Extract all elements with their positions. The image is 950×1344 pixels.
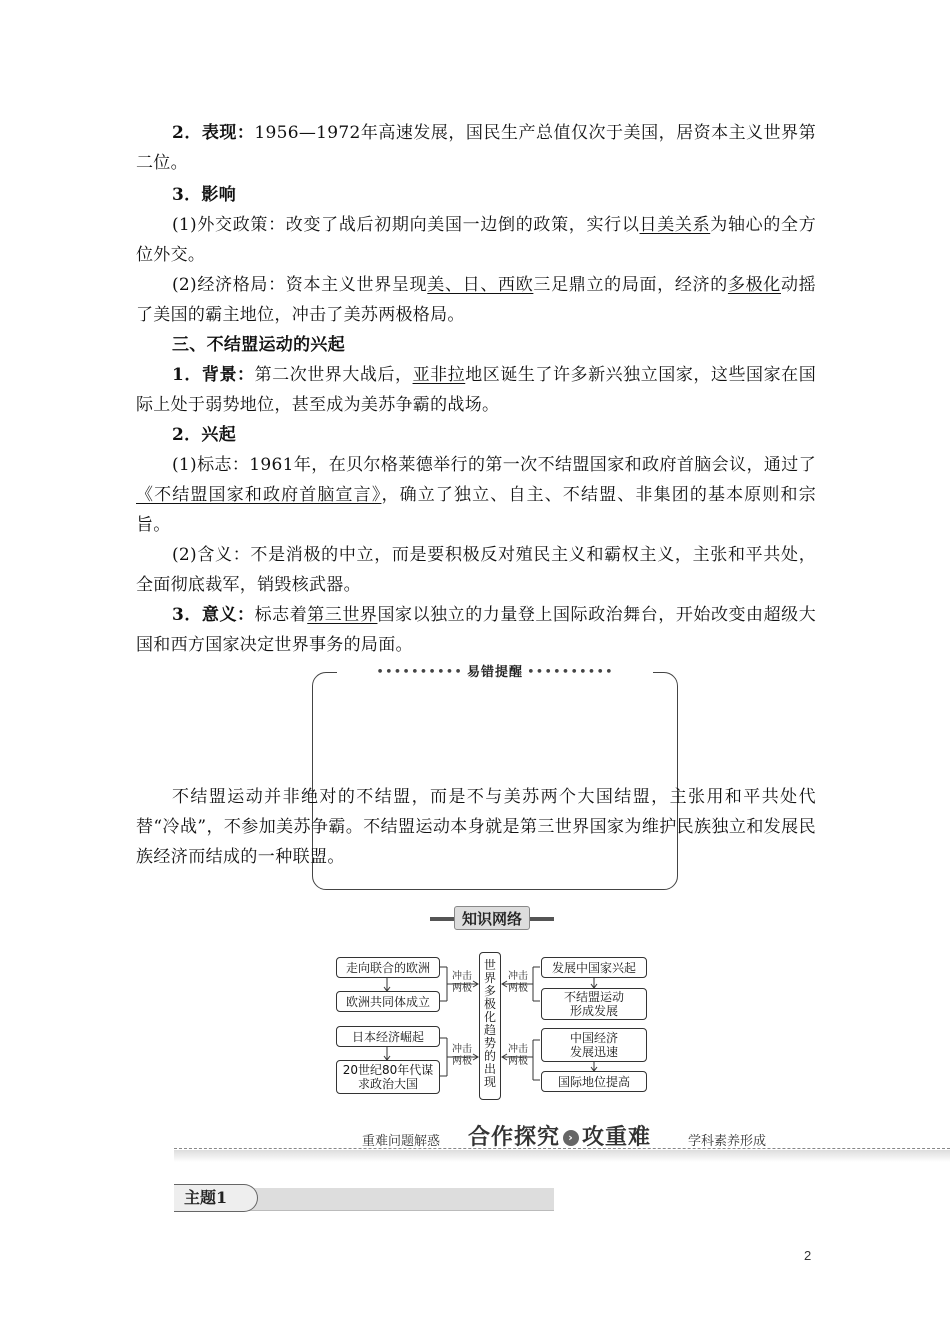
text-post: 为轴心的全方位外交。 <box>136 215 816 265</box>
box-nam-formed <box>541 988 647 1020</box>
label-impact-bottom-right <box>505 1044 531 1068</box>
text-pre: (1)标志：1961年，在贝尔格莱德举行的第一次不结盟国家和政府首脑会议，通过了 <box>172 455 816 475</box>
box-japan-politics: 20世纪80年代谋求政治大国 <box>336 1060 440 1094</box>
label-impact: 冲击 <box>508 971 528 982</box>
char: 极 <box>483 997 496 1011</box>
banner-shade <box>174 1150 950 1162</box>
dots-right: •••••••••• <box>527 665 614 680</box>
label-bipolar: 两极 <box>452 983 472 994</box>
box-text: 中国经济发展迅速 <box>569 1031 618 1059</box>
char: 多 <box>483 984 496 998</box>
underlined-term: 美、日、西欧 <box>427 275 534 295</box>
label-impact: 冲击 <box>452 1044 472 1055</box>
banner-left-text: 重难问题解惑 <box>362 1134 441 1149</box>
lead: 3．影响 <box>172 185 237 205</box>
underlined-term: 《不结盟国家和政府首脑宣言》 <box>136 485 382 505</box>
box-ec-founded: 欧洲共同体成立 <box>336 991 440 1012</box>
label-bipolar: 两极 <box>452 1056 472 1067</box>
banner-right-text: 学科素养形成 <box>688 1134 767 1149</box>
text-post: 动摇了美国的霸主地位，冲击了美苏两极格局。 <box>136 275 816 325</box>
text-post: 国家以独立的力量登上国际政治舞台，开始改变由超级大国和西方国家决定世界事务的局面。 <box>136 605 816 655</box>
page-number: 2 <box>804 1248 812 1263</box>
knowledge-network-title: 知识网络 <box>454 906 530 930</box>
text-pre: 标志着 <box>254 605 308 625</box>
box-status-rise: 国际地位提高 <box>541 1071 647 1092</box>
char: 趋 <box>483 1023 496 1037</box>
char: 的 <box>483 1049 496 1063</box>
underlined-term: 亚非拉 <box>412 365 466 385</box>
box-europe-union: 走向联合的欧洲 <box>336 957 440 978</box>
box-japan-rise: 日本经济崛起 <box>336 1026 440 1047</box>
char: 现 <box>483 1075 496 1089</box>
banner-title-a: 合作探究 <box>468 1125 561 1150</box>
text-mid: 三足鼎立的局面，经济的 <box>533 275 728 295</box>
char: 世 <box>483 958 496 972</box>
theme-label: 主题1 <box>174 1184 258 1212</box>
lead: 3．意义： <box>172 605 255 625</box>
char: 化 <box>483 1010 496 1024</box>
char: 势 <box>483 1036 496 1050</box>
box-text: 不结盟运动形成发展 <box>563 990 624 1018</box>
lead: 1．背景： <box>172 365 255 385</box>
char: 界 <box>483 971 496 985</box>
text-pre: (2)经济格局：资本主义世界呈现 <box>172 275 428 295</box>
lead: 2．表现： <box>172 123 255 143</box>
box-multipolar-trend <box>479 952 501 1100</box>
underlined-term: 日美关系 <box>639 215 711 235</box>
box-developing-rise: 发展中国家兴起 <box>541 957 647 978</box>
text-pre: 第二次世界大战后， <box>254 365 413 385</box>
underlined-term: 多极化 <box>727 275 781 295</box>
box-china-econ <box>541 1028 647 1062</box>
text: (2)含义：不是消极的中立，而是要积极反对殖民主义和霸权主义，主张和平共处，全面彻底裁军，销毁核武器。 <box>136 545 816 595</box>
label-impact: 冲击 <box>508 1044 528 1055</box>
text: 1956—1972年高速发展，国民生产总值仅次于美国，居资本主义世界第二位。 <box>136 123 816 173</box>
label-bipolar: 两极 <box>508 1056 528 1067</box>
text-pre: (1)外交政策：改变了战后初期向美国一边倒的政策，实行以 <box>172 215 640 235</box>
text-post: ，确立了独立、自主、不结盟、非集团的基本原则和宗旨。 <box>136 485 816 535</box>
arrow-right-icon: › <box>563 1130 579 1146</box>
underlined-term: 第三世界 <box>307 605 378 625</box>
warning-title: 易错提醒 <box>466 665 523 680</box>
lead: 2．兴起 <box>172 425 237 445</box>
warning-text: 不结盟运动并非绝对的不结盟，而是不与美苏两个大国结盟，主张用和平共处代替“冷战”，不参加美苏争霸。不结盟运动本身就是第三世界国家为维护民族独立和发展民族经济而结成的一种联盟。 <box>136 787 816 867</box>
label-bipolar: 两极 <box>508 983 528 994</box>
label-impact-top-right <box>505 971 531 995</box>
char: 出 <box>483 1062 496 1076</box>
label-impact-bottom-left <box>449 1044 475 1068</box>
dots-left: •••••••••• <box>376 665 463 680</box>
lead: 三、不结盟运动的兴起 <box>172 335 345 355</box>
label-impact-top-left <box>449 971 475 995</box>
banner-title <box>468 1120 651 1151</box>
label-impact: 冲击 <box>452 971 472 982</box>
banner-title-b: 攻重难 <box>582 1125 652 1150</box>
text-post: 地区诞生了许多新兴独立国家，这些国家在国际上处于弱势地位，甚至成为美苏争霸的战场。 <box>136 365 816 415</box>
